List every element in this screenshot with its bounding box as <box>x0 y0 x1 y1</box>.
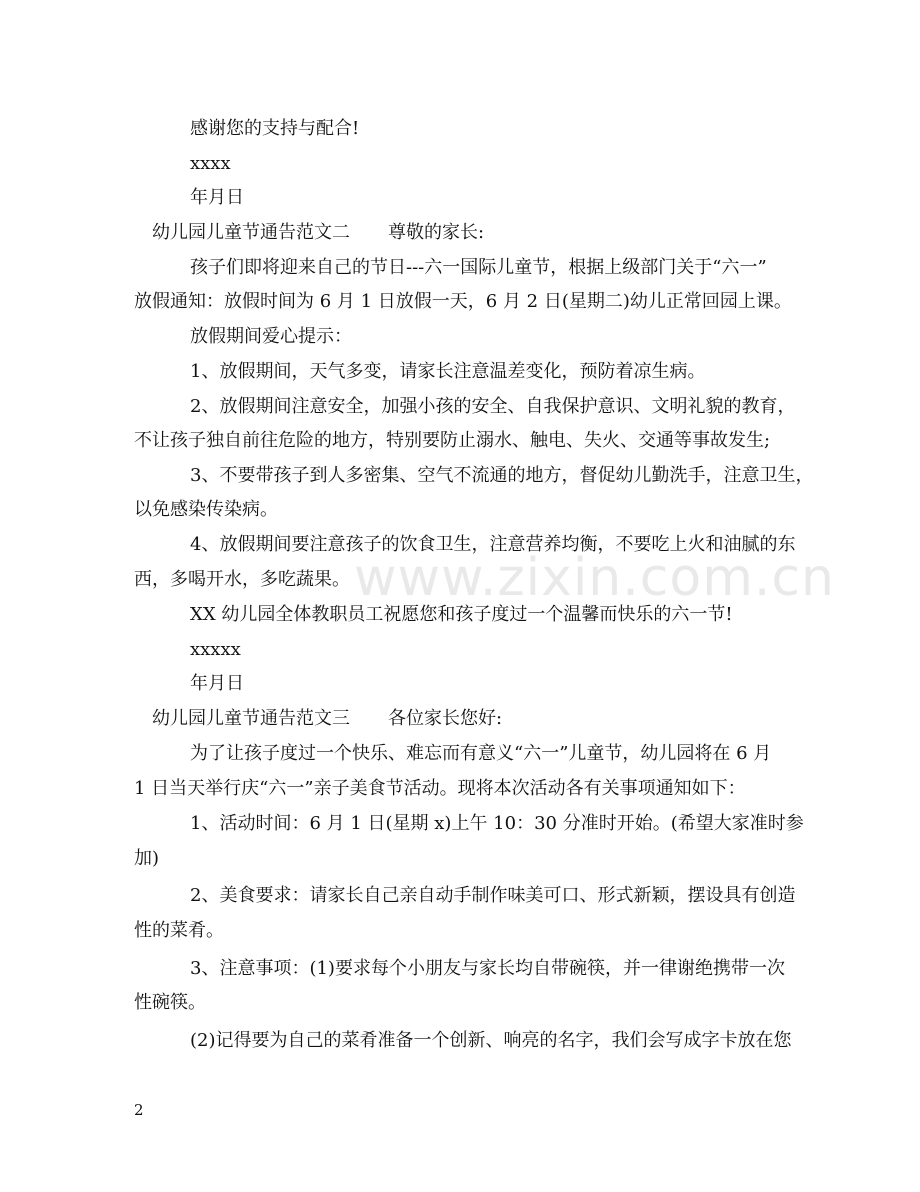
section-two-greeting: 尊敬的家长: <box>388 222 485 243</box>
item-1-line-2: 加) <box>134 848 160 869</box>
signature: xxxx <box>190 153 231 174</box>
tip-2-line-2: 不让孩子独自前往危险的地方，特别要防止溺水、触电、失火、交通等事故发生; <box>134 430 771 451</box>
wishes-line: XX 幼儿园全体教职员工祝愿您和孩子度过一个温馨而快乐的六一节! <box>190 604 733 625</box>
item-1-line-1: 1、活动时间：6 月 1 日(星期 x)上午 10：30 分准时开始。(希望大家准时参 <box>190 813 804 834</box>
item-2-line-1: 2、美食要求：请家长自己亲自动手制作味美可口、形式新颖，摆设具有创造 <box>190 885 796 906</box>
item-3-line-1: 3、注意事项：(1)要求每个小朋友与家长均自带碗筷，并一律谢绝携带一次 <box>190 958 785 979</box>
section-two-title: 幼儿园儿童节通告范文二 <box>152 222 350 243</box>
tip-4-line-2: 西，多喝开水，多吃蔬果。 <box>134 569 350 590</box>
item-3-sub-2: (2)记得要为自己的菜肴准备一个创新、响亮的名字，我们会写成字卡放在您 <box>190 1030 792 1051</box>
watermark: www.zixin.com.cn <box>354 548 835 608</box>
paragraph-line: 1 日当天举行庆“六一”亲子美食节活动。现将本次活动各有关事项通知如下： <box>134 778 746 799</box>
paragraph-line: 放假通知：放假时间为 6 月 1 日放假一天，6 月 2 日(星期二)幼儿正常回园上课。 <box>134 291 792 312</box>
section-three-greeting: 各位家长您好: <box>388 708 503 729</box>
section-three-heading <box>152 708 502 730</box>
paragraph-line: 为了让孩子度过一个快乐、难忘而有意义“六一”儿童节，幼儿园将在 6 月 <box>190 743 772 764</box>
paragraph-line: 孩子们即将迎来自己的节日---六一国际儿童节，根据上级部门关于“六一” <box>190 257 767 278</box>
tip-4-line-1: 4、放假期间要注意孩子的饮食卫生，注意营养均衡，不要吃上火和油腻的东 <box>190 534 796 555</box>
page-number: 2 <box>134 1101 144 1119</box>
signature: xxxxx <box>190 639 241 660</box>
tip-2-line-1: 2、放假期间注意安全，加强小孩的安全、自我保护意识、文明礼貌的教育， <box>190 396 796 417</box>
closing-thanks: 感谢您的支持与配合! <box>190 118 360 139</box>
item-3-line-2: 性碗筷。 <box>134 992 206 1013</box>
tips-heading: 放假期间爱心提示： <box>190 326 352 347</box>
section-two-heading <box>152 222 484 244</box>
date-line: 年月日 <box>190 187 244 208</box>
section-three-title: 幼儿园儿童节通告范文三 <box>152 708 350 729</box>
tip-3-line-1: 3、不要带孩子到人多密集、空气不流通的地方，督促幼儿勤洗手，注意卫生， <box>190 465 814 486</box>
tip-3-line-2: 以免感染传染病。 <box>134 499 278 520</box>
tip-1: 1、放假期间，天气多变，请家长注意温差变化，预防着凉生病。 <box>190 361 706 382</box>
date-line: 年月日 <box>190 673 244 694</box>
item-2-line-2: 性的菜肴。 <box>134 920 224 941</box>
